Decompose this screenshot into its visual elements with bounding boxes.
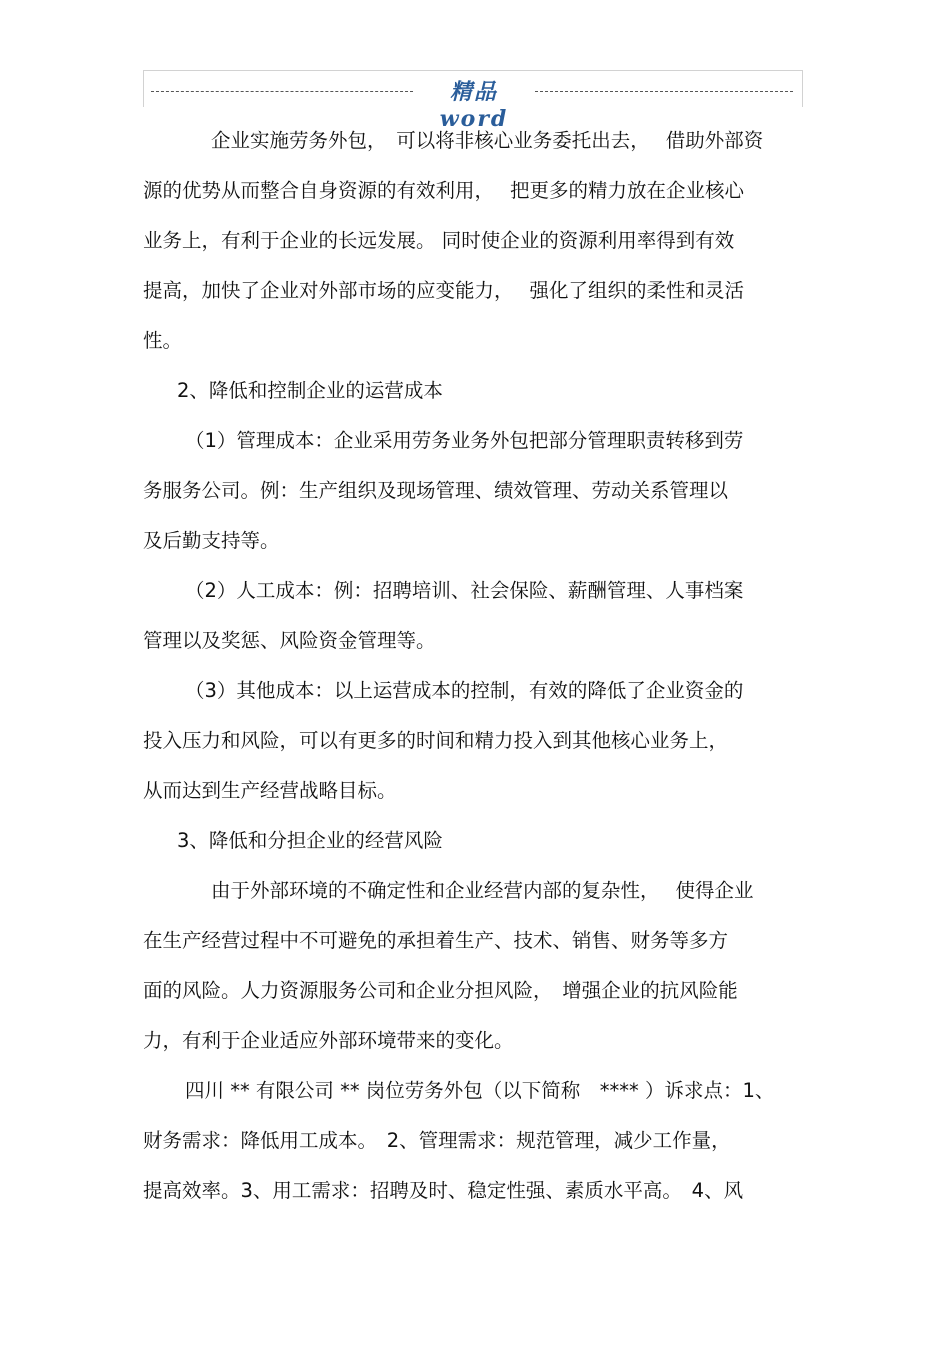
paragraph-line: （1）管理成本：企业采用劳务业务外包把部分管理职责转移到劳 [185,429,744,452]
paragraph-line: 业务上，有利于企业的长远发展。 同时使企业的资源利用率得到有效 [143,229,735,252]
section-heading: 2、降低和控制企业的运营成本 [177,379,443,402]
paragraph-line: 面的风险。人力资源服务公司和企业分担风险， 增强企业的抗风险能 [143,979,738,1002]
paragraph-line: 及后勤支持等。 [143,529,280,552]
header-title: 精品 word [439,79,509,132]
paragraph-line: （2）人工成本：例：招聘培训、社会保险、薪酬管理、人事档案 [185,579,744,602]
paragraph-line: （3）其他成本：以上运营成本的控制，有效的降低了企业资金的 [185,679,744,702]
paragraph-line: 投入压力和风险，可以有更多的时间和精力投入到其他核心业务上， [143,729,729,752]
paragraph-line: 源的优势从而整合自身资源的有效利用， 把更多的精力放在企业核心 [143,179,744,202]
paragraph-line: 在生产经营过程中不可避免的承担着生产、技术、销售、财务等多方 [143,929,729,952]
paragraph-line: 提高效率。3、用工需求：招聘及时、稳定性强、素质水平高。 4、风 [143,1179,744,1202]
paragraph-line: 管理以及奖惩、风险资金管理等。 [143,629,436,652]
paragraph-line: 财务需求：降低用工成本。 2、管理需求：规范管理，减少工作量， [143,1129,731,1152]
paragraph-line: 由于外部环境的不确定性和企业经营内部的复杂性， 使得企业 [211,879,754,902]
header-border-left [143,71,144,107]
paragraph-line: 性。 [143,329,183,352]
paragraph-line: 力，有利于企业适应外部环境带来的变化。 [143,1029,514,1052]
paragraph-line: 提高，加快了企业对外部市场的应变能力， 强化了组织的柔性和灵活 [143,279,744,302]
header-dashed-rule-right [535,91,793,92]
header-border-right [802,71,803,107]
header-dashed-rule-left [151,91,413,92]
section-heading: 3、降低和分担企业的经营风险 [177,829,443,852]
page-header [143,70,803,132]
paragraph-line: 四川 ** 有限公司 ** 岗位劳务外包（以下简称 **** ）诉求点：1、 [185,1079,775,1102]
paragraph-line: 企业实施劳务外包， 可以将非核心业务委托出去， 借助外部资 [211,129,764,152]
paragraph-line: 从而达到生产经营战略目标。 [143,779,397,802]
paragraph-line: 务服务公司。例：生产组织及现场管理、绩效管理、劳动关系管理以 [143,479,729,502]
document-body [143,116,808,1216]
